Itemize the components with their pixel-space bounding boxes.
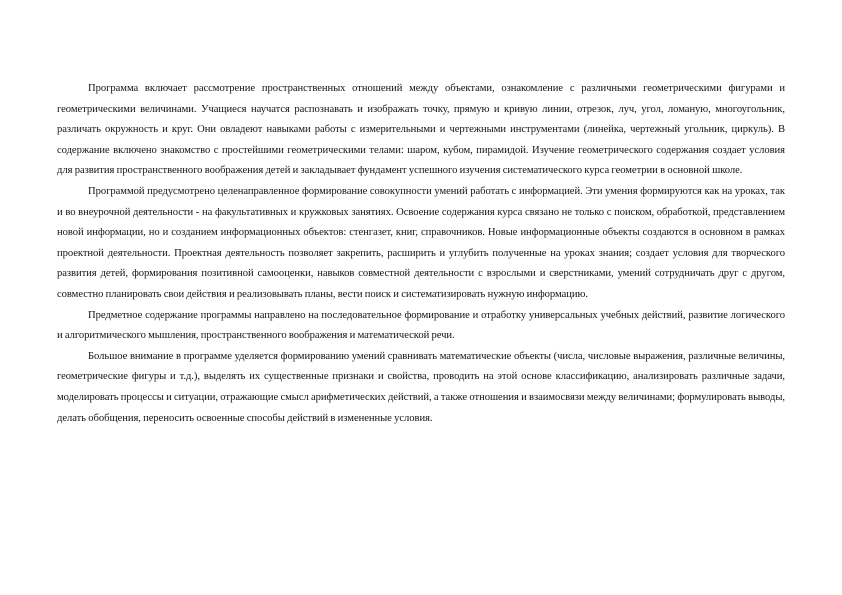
- paragraph-comparison-skills: Большое внимание в программе уделяется формированию умений сравнивать математические объекты (числа, числовые выражения, различные величины, геометрические фигуры и т.д.), выделять их существенные признаки и свойства, проводить на этой основе классификацию, анализировать различные задачи, моделировать процессы и ситуации, отражающие смысл арифметических действий, а также отношения и взаимосвязи между величинами; формулировать выводы, делать обобщения, переносить освоенные способы действий в измененные условия.: [57, 350, 785, 424]
- paragraph-subject-content: Предметное содержание программы направлено на последовательное формирование и отработку универсальных учебных действий, развитие логического и алгоритмического мышления, пространственного воображения и математической речи.: [57, 309, 785, 342]
- document-body: [57, 79, 785, 429]
- paragraph-geometry: Программа включает рассмотрение пространственных отношений между объектами, ознакомление с различными геометрическими фигурами и геометрическими величинами. Учащиеся научатся распознавать и изображать точку, прямую и кривую линии, отрезок, луч, угол, ломаную, многоугольник, различать окружность и круг. Они овладеют навыками работы с измерительными и чертежными инструментами (линейка, чертежный угольник, циркуль). В содержание включено знакомство с простейшими геометрическими телами: шаром, кубом, пирамидой. Изучение геометрического содержания создает условия для развития пространственного воображения детей и закладывает фундамент успешного изучения систематического курса геометрии в основной школе.: [57, 83, 785, 177]
- paragraph-information-skills: Программой предусмотрено целенаправленное формирование совокупности умений работать с информацией. Эти умения формируются как на уроках, так и во внеурочной деятельности - на факультативных и кружковых занятиях. Освоение содержания курса связано не только с поиском, обработкой, представлением новой информации, но и созданием информационных объектов: стенгазет, книг, справочников. Новые информационные объекты создаются в основном в рамках проектной деятельности. Проектная деятельность позволяет закрепить, расширить и углубить полученные на уроках знания; создает условия для творческого развития детей, формирования позитивной самооценки, навыков совместной деятельности с взрослыми и сверстниками, умений сотрудничать друг с другом, совместно планировать свои действия и реализовывать планы, вести поиск и систематизировать нужную информацию.: [57, 185, 785, 300]
